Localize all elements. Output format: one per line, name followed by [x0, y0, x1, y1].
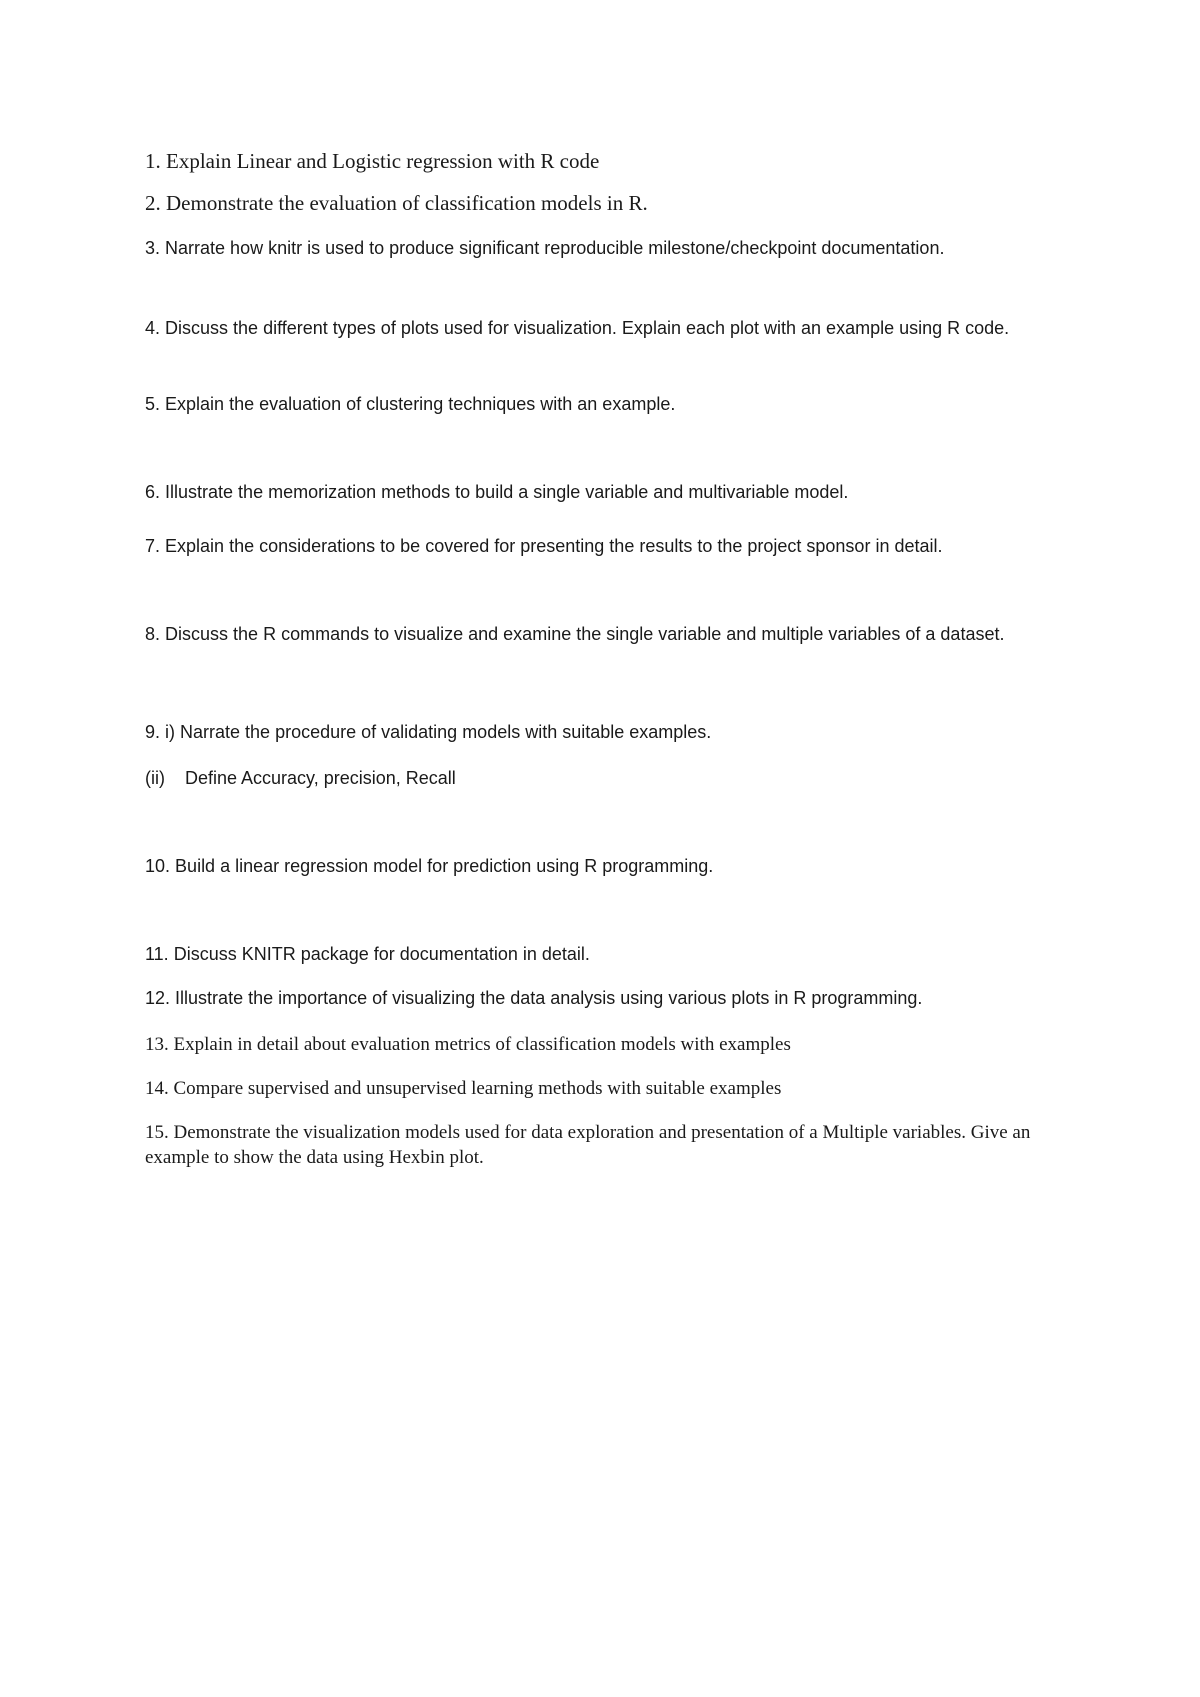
question-text: Demonstrate the visualization models used for data exploration and presentation of a Multiple variables. Give an example to show the data using Hexbin plot. [145, 1122, 1031, 1168]
question-10 [145, 852, 1075, 880]
question-text: i) Narrate the procedure of validating models with suitable examples. [165, 722, 712, 742]
question-11 [145, 940, 1075, 968]
question-text: Discuss KNITR package for documentation in detail. [173, 944, 590, 964]
question-text: Discuss the R commands to visualize and examine the single variable and multiple variables of a dataset. [165, 624, 1005, 644]
question-number: 11. [145, 944, 169, 964]
question-number: 13. [145, 1034, 169, 1055]
question-number: 1. [145, 149, 161, 173]
question-12 [145, 984, 1075, 1012]
question-1 [145, 148, 1075, 174]
question-number: 14. [145, 1078, 169, 1099]
question-text: Explain in detail about evaluation metrics of classification models with examples [173, 1034, 791, 1055]
question-number: 12. [145, 988, 171, 1008]
question-2 [145, 190, 1075, 216]
question-number: 4. [145, 318, 161, 338]
question-text: Compare supervised and unsupervised learning methods with suitable examples [173, 1078, 782, 1099]
question-text: Explain the evaluation of clustering techniques with an example. [165, 394, 676, 414]
question-5 [145, 390, 1075, 418]
question-number: 6. [145, 482, 161, 502]
question-7 [145, 532, 1075, 560]
question-8 [145, 620, 1075, 648]
question-text: Discuss the different types of plots used for visualization. Explain each plot with an example using R code. [165, 318, 1010, 338]
question-number: (ii) [145, 768, 165, 788]
question-4 [145, 314, 1075, 342]
question-13 [145, 1032, 1075, 1057]
question-number: 9. [145, 722, 161, 742]
question-text: Explain Linear and Logistic regression with R code [166, 149, 600, 173]
question-9-part-ii [145, 764, 456, 792]
question-number: 3. [145, 238, 161, 258]
question-number: 10. [145, 856, 171, 876]
question-15 [145, 1120, 1075, 1170]
question-number: 5. [145, 394, 161, 414]
question-number: 15. [145, 1122, 169, 1143]
question-text: Illustrate the memorization methods to build a single variable and multivariable model. [165, 482, 849, 502]
question-text: Define Accuracy, precision, Recall [185, 768, 456, 788]
question-text: Explain the considerations to be covered for presenting the results to the project sponsor in detail. [165, 536, 943, 556]
question-6 [145, 478, 1075, 506]
question-number: 7. [145, 536, 161, 556]
question-text: Illustrate the importance of visualizing the data analysis using various plots in R programming. [175, 988, 923, 1008]
question-14 [145, 1076, 1075, 1101]
question-text: Build a linear regression model for prediction using R programming. [175, 856, 714, 876]
question-9 [145, 718, 1075, 746]
question-text: Narrate how knitr is used to produce significant reproducible milestone/checkpoint documentation. [165, 238, 945, 258]
question-text: Demonstrate the evaluation of classification models in R. [166, 191, 648, 215]
question-number: 2. [145, 191, 161, 215]
question-number: 8. [145, 624, 161, 644]
question-3 [145, 234, 1075, 262]
